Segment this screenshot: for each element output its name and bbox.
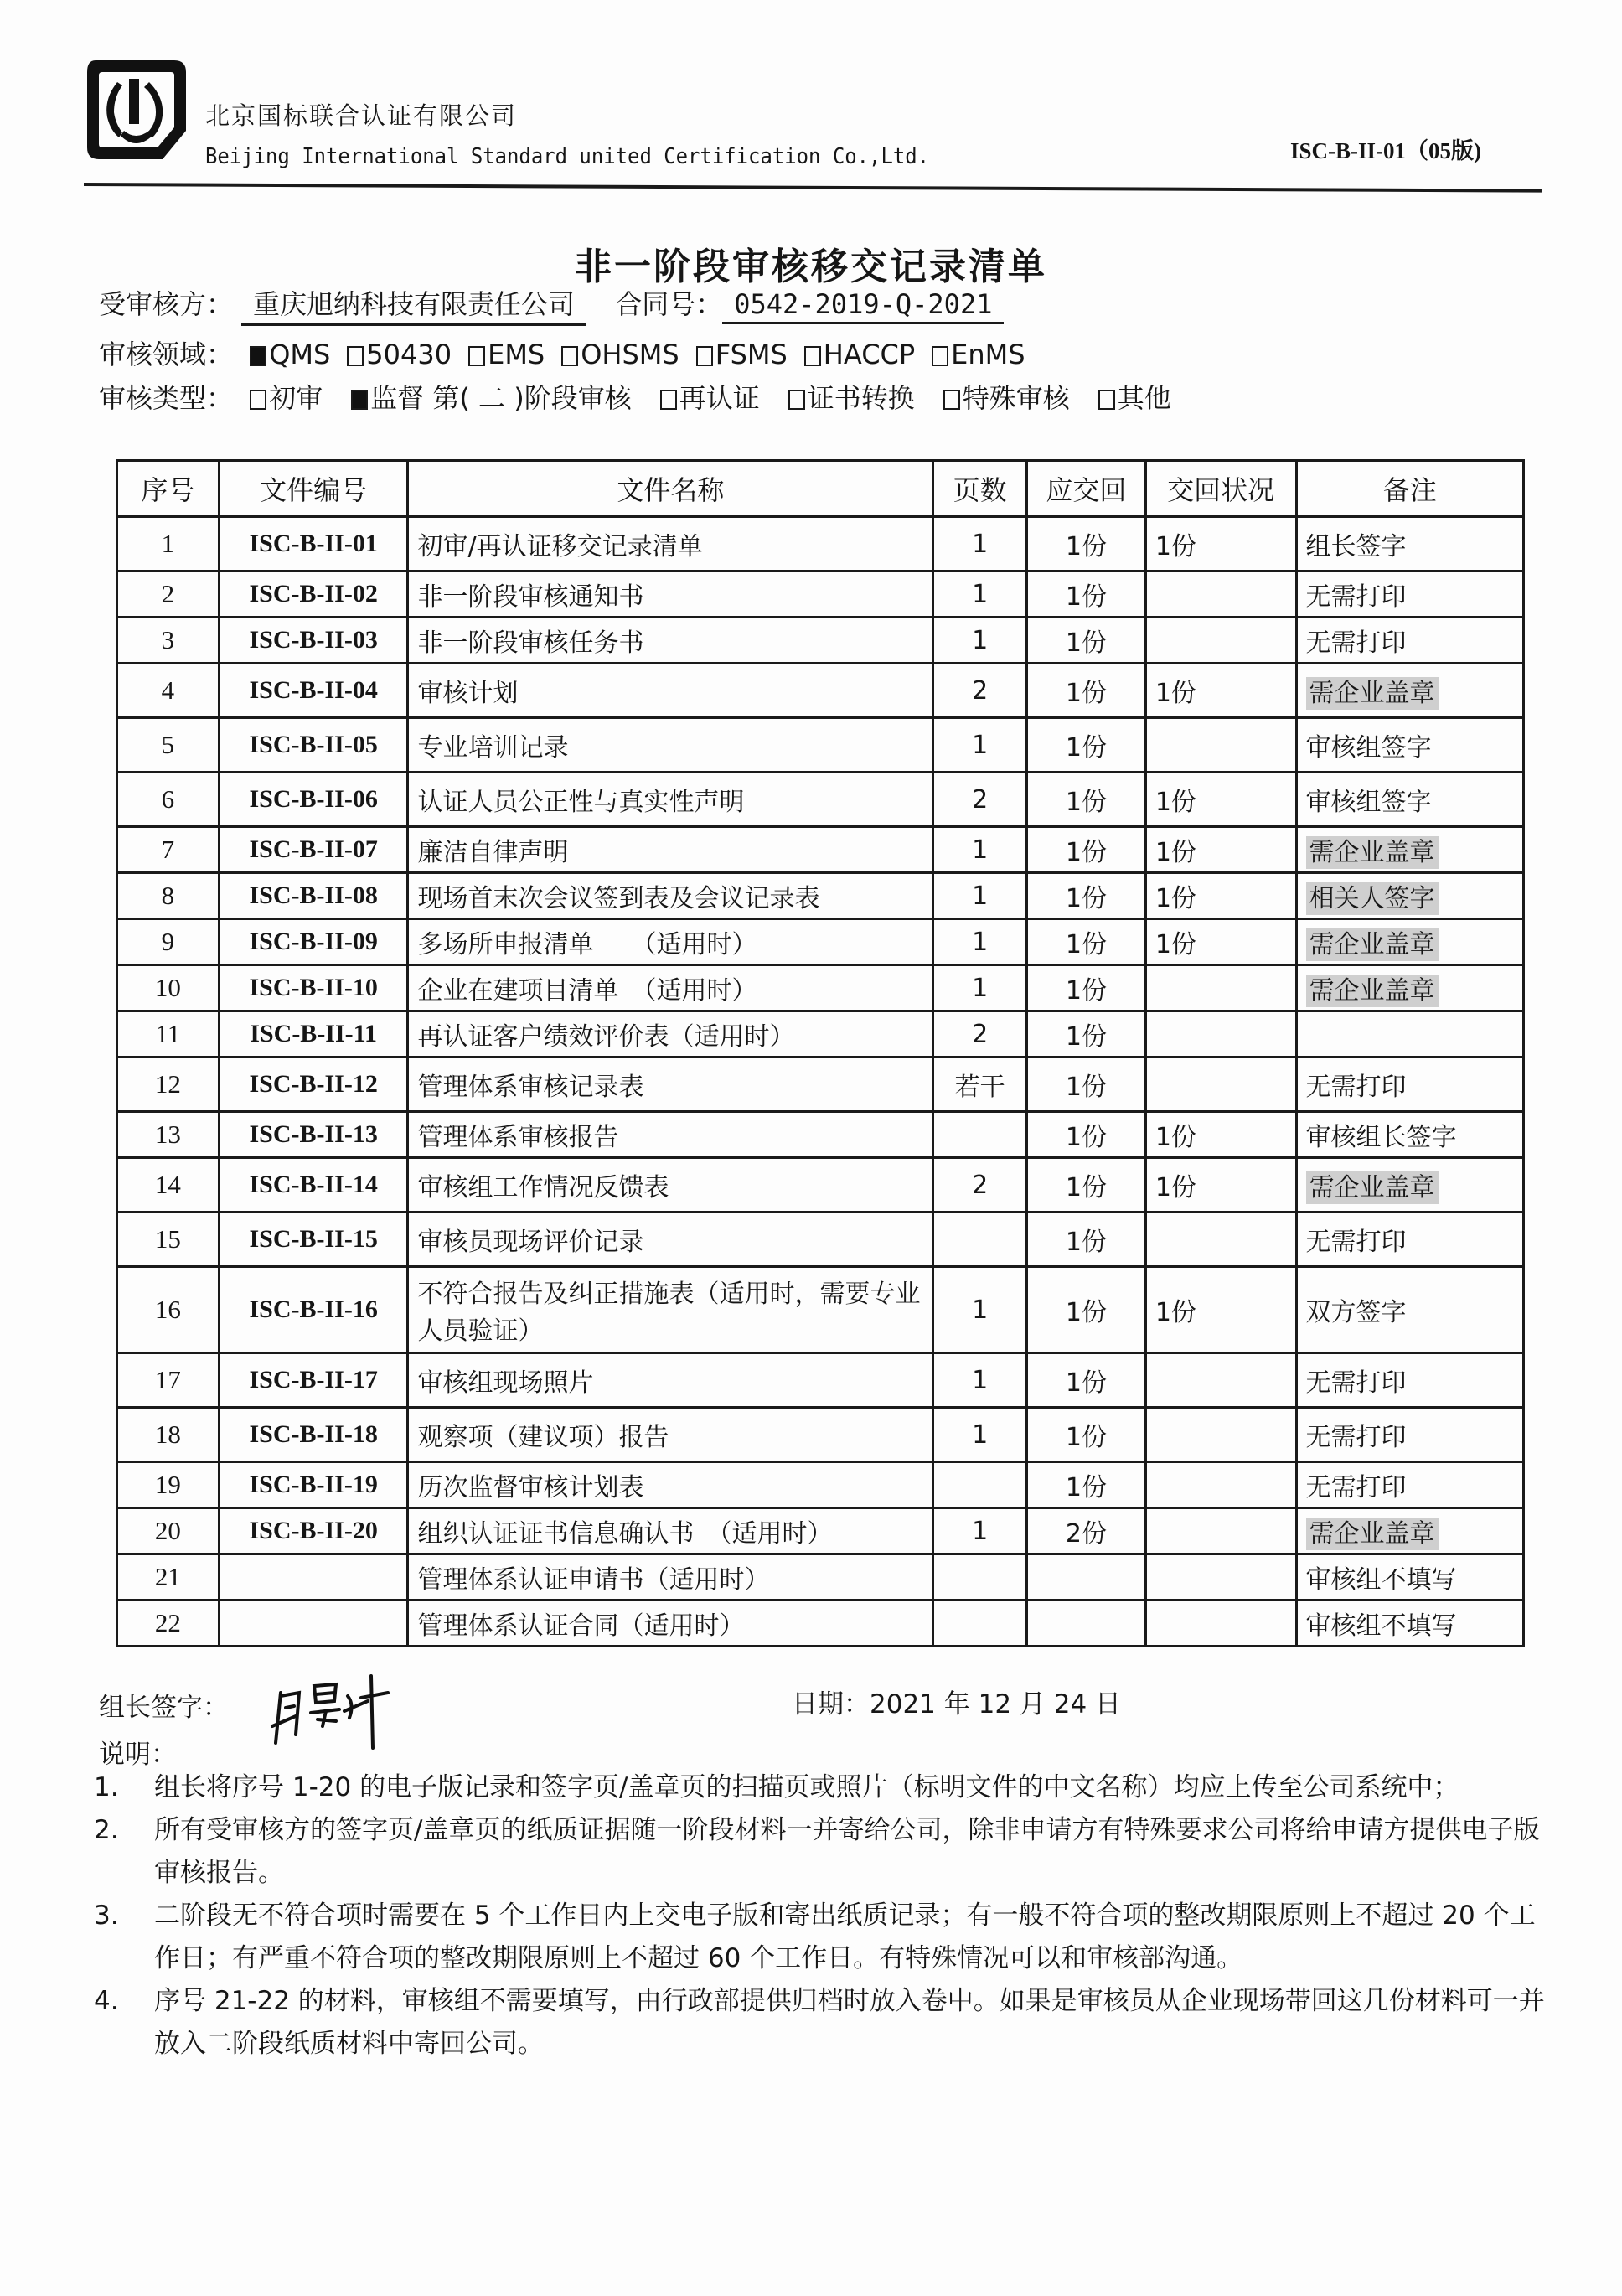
audit-type-option[interactable] [1098, 377, 1171, 416]
row-seq-number: 20 [117, 1508, 220, 1554]
highlighted-remark: 需企业盖章 [1306, 1518, 1439, 1550]
row-seq-number: 1 [117, 517, 220, 571]
row-seq-number: 6 [117, 773, 220, 827]
highlighted-remark: 相关人签字 [1306, 882, 1439, 915]
row-file-code: ISC-B-II-13 [219, 1112, 408, 1158]
row-pages: 1 [933, 1267, 1027, 1353]
company-name-cn: 北京国标联合认证有限公司 [205, 101, 518, 130]
note-number: 2. [94, 1815, 119, 1845]
row-seq-number: 3 [117, 618, 220, 664]
note-item [94, 1980, 1552, 2066]
row-seq-number: 8 [117, 873, 220, 919]
note-number: 1. [94, 1772, 119, 1802]
note-number: 3. [94, 1900, 119, 1931]
note-number: 4. [94, 1986, 119, 2016]
row-file-code: ISC-B-II-04 [219, 664, 408, 718]
row-due-copies [1027, 1600, 1146, 1647]
checkbox-checked-icon[interactable] [351, 390, 368, 410]
row-seq-number: 9 [117, 919, 220, 965]
row-due-copies: 1份 [1027, 827, 1146, 873]
table-row [117, 1112, 1524, 1158]
leader-signature-label: 组长签字： [99, 1693, 229, 1723]
auditee-line [99, 283, 1004, 326]
checkbox-unchecked-icon[interactable] [660, 390, 677, 410]
row-file-code: ISC-B-II-19 [219, 1462, 408, 1508]
row-file-name: 专业培训记录 [408, 718, 933, 773]
table-row [117, 1353, 1524, 1408]
row-file-code: ISC-B-II-15 [219, 1213, 408, 1267]
table-row [117, 618, 1524, 664]
row-returned-status [1145, 1462, 1296, 1508]
checkbox-unchecked-icon[interactable] [1098, 390, 1115, 410]
row-remark [1296, 965, 1524, 1011]
row-returned-status [1145, 1600, 1296, 1647]
row-returned-status [1145, 1508, 1296, 1554]
row-file-code: ISC-B-II-09 [219, 919, 408, 965]
row-returned-status [1145, 1353, 1296, 1408]
row-pages: 1 [933, 571, 1027, 618]
highlighted-remark: 需企业盖章 [1306, 928, 1439, 961]
row-pages: 2 [933, 1158, 1027, 1213]
row-seq-number: 17 [117, 1353, 220, 1408]
row-file-code: ISC-B-II-11 [219, 1011, 408, 1058]
row-pages [933, 1600, 1027, 1647]
date-field: 日期：2021 年 12 月 24 日 [792, 1689, 1122, 1719]
table-header-row [117, 461, 1524, 517]
row-pages [933, 1462, 1027, 1508]
row-file-code: ISC-B-II-14 [219, 1158, 408, 1213]
note-item [94, 1895, 1552, 1980]
contract-label: 合同号： [615, 288, 723, 320]
row-remark: 审核组不填写 [1296, 1554, 1524, 1600]
table-row [117, 1508, 1524, 1554]
row-file-name: 不符合报告及纠正措施表（适用时，需要专业人员验证） [408, 1267, 933, 1353]
row-due-copies [1027, 1554, 1146, 1600]
row-file-name: 组织认证证书信息确认书 （适用时） [408, 1508, 933, 1554]
note-item [94, 1809, 1552, 1895]
row-file-name: 管理体系审核报告 [408, 1112, 933, 1158]
row-due-copies: 1份 [1027, 873, 1146, 919]
row-pages: 2 [933, 664, 1027, 718]
table-row [117, 827, 1524, 873]
audit-domain-label: 审核领域： [99, 339, 234, 370]
row-due-copies: 1份 [1027, 1267, 1146, 1353]
table-row [117, 1462, 1524, 1508]
checkbox-checked-icon[interactable] [250, 346, 266, 366]
row-seq-number: 18 [117, 1408, 220, 1462]
row-remark [1296, 664, 1524, 718]
row-remark [1296, 1158, 1524, 1213]
row-due-copies: 1份 [1027, 1011, 1146, 1058]
row-file-code [219, 1600, 408, 1647]
row-seq-number: 11 [117, 1011, 220, 1058]
row-pages: 若干 [933, 1058, 1027, 1112]
table-row [117, 919, 1524, 965]
auditee-label: 受审核方： [99, 288, 234, 320]
row-remark: 组长签字 [1296, 517, 1524, 571]
row-due-copies: 1份 [1027, 965, 1146, 1011]
row-returned-status [1145, 1408, 1296, 1462]
audit-type-option[interactable] [788, 377, 915, 416]
contract-number-field[interactable]: 0542-2019-Q-2021 [722, 288, 1004, 324]
row-file-code: ISC-B-II-07 [219, 827, 408, 873]
checkbox-unchecked-icon[interactable] [468, 346, 485, 366]
row-file-name: 企业在建项目清单 （适用时） [408, 965, 933, 1011]
row-remark: 审核组签字 [1296, 718, 1524, 773]
checkbox-unchecked-icon[interactable] [804, 346, 821, 366]
audit-type-option-label: 监督 第( 二 )阶段审核 [370, 382, 632, 414]
audit-type-option-label: 特殊审核 [962, 382, 1070, 414]
row-pages: 1 [933, 827, 1027, 873]
row-file-code: ISC-B-II-05 [219, 718, 408, 773]
row-seq-number: 19 [117, 1462, 220, 1508]
checkbox-unchecked-icon[interactable] [250, 390, 266, 410]
row-remark [1296, 1508, 1524, 1554]
handwritten-signature-icon [256, 1668, 398, 1751]
row-returned-status [1145, 571, 1296, 618]
row-returned-status: 1份 [1145, 517, 1296, 571]
row-returned-status [1145, 618, 1296, 664]
header-due: 应交回 [1027, 461, 1146, 517]
audit-type-option-label: 其他 [1117, 382, 1171, 414]
row-seq-number: 15 [117, 1213, 220, 1267]
row-remark: 审核组签字 [1296, 773, 1524, 827]
form-code: ISC-B-II-01（05版) [1290, 138, 1482, 163]
row-due-copies: 1份 [1027, 773, 1146, 827]
row-file-code: ISC-B-II-02 [219, 571, 408, 618]
row-due-copies: 2份 [1027, 1508, 1146, 1554]
row-returned-status: 1份 [1145, 1158, 1296, 1213]
row-file-code: ISC-B-II-08 [219, 873, 408, 919]
row-file-name: 管理体系认证合同（适用时） [408, 1600, 933, 1647]
row-due-copies: 1份 [1027, 664, 1146, 718]
row-file-code: ISC-B-II-17 [219, 1353, 408, 1408]
row-file-name: 现场首末次会议签到表及会议记录表 [408, 873, 933, 919]
row-file-name: 审核计划 [408, 664, 933, 718]
table-row [117, 1408, 1524, 1462]
table-row [117, 773, 1524, 827]
row-seq-number: 13 [117, 1112, 220, 1158]
row-remark: 审核组长签字 [1296, 1112, 1524, 1158]
row-file-name: 廉洁自律声明 [408, 827, 933, 873]
row-file-name: 管理体系审核记录表 [408, 1058, 933, 1112]
row-returned-status: 1份 [1145, 827, 1296, 873]
row-returned-status [1145, 718, 1296, 773]
audit-type-option-label: 再认证 [679, 382, 760, 414]
header-pages: 页数 [933, 461, 1027, 517]
row-remark: 审核组不填写 [1296, 1600, 1524, 1647]
row-due-copies: 1份 [1027, 718, 1146, 773]
isc-logo-icon [84, 57, 189, 163]
row-returned-status [1145, 1554, 1296, 1600]
row-remark [1296, 827, 1524, 873]
highlighted-remark: 需企业盖章 [1306, 836, 1439, 869]
auditee-field[interactable]: 重庆旭纳科技有限责任公司 [241, 283, 586, 326]
header-file-code: 文件编号 [219, 461, 408, 517]
audit-type-option[interactable] [660, 377, 760, 416]
domain-option-ohsms[interactable] [561, 339, 679, 370]
row-remark: 无需打印 [1296, 1462, 1524, 1508]
checkbox-unchecked-icon[interactable] [561, 346, 578, 366]
row-returned-status: 1份 [1145, 873, 1296, 919]
domain-option-label: OHSMS [581, 339, 679, 370]
row-file-code: ISC-B-II-16 [219, 1267, 408, 1353]
table-row [117, 1058, 1524, 1112]
audit-type-option[interactable] [943, 377, 1070, 416]
row-due-copies: 1份 [1027, 1353, 1146, 1408]
row-pages: 1 [933, 873, 1027, 919]
notes-title: 说明： [99, 1740, 177, 1770]
row-seq-number: 2 [117, 571, 220, 618]
row-remark: 无需打印 [1296, 1353, 1524, 1408]
domain-option-50430[interactable] [347, 339, 452, 370]
row-returned-status [1145, 965, 1296, 1011]
page-title: 非一阶段审核移交记录清单 [575, 246, 1047, 288]
row-remark: 无需打印 [1296, 571, 1524, 618]
domain-option-label: FSMS [715, 339, 788, 370]
row-file-name: 初审/再认证移交记录清单 [408, 517, 933, 571]
row-returned-status: 1份 [1145, 1112, 1296, 1158]
domain-option-enms[interactable] [932, 339, 1025, 370]
row-pages: 2 [933, 1011, 1027, 1058]
table-row [117, 1011, 1524, 1058]
checkbox-unchecked-icon[interactable] [932, 346, 948, 366]
row-pages: 1 [933, 1353, 1027, 1408]
row-returned-status: 1份 [1145, 664, 1296, 718]
row-seq-number: 12 [117, 1058, 220, 1112]
row-remark: 无需打印 [1296, 1058, 1524, 1112]
row-returned-status: 1份 [1145, 1267, 1296, 1353]
row-seq-number: 7 [117, 827, 220, 873]
audit-domain-line [99, 334, 1042, 372]
table-row [117, 965, 1524, 1011]
row-seq-number: 22 [117, 1600, 220, 1647]
domain-option-label: EnMS [951, 339, 1025, 370]
row-due-copies: 1份 [1027, 1213, 1146, 1267]
row-returned-status [1145, 1213, 1296, 1267]
row-returned-status [1145, 1058, 1296, 1112]
row-file-code: ISC-B-II-18 [219, 1408, 408, 1462]
audit-type-line [99, 377, 1200, 416]
domain-option-qms[interactable] [250, 339, 330, 370]
row-seq-number: 16 [117, 1267, 220, 1353]
row-pages: 2 [933, 773, 1027, 827]
row-file-name: 观察项（建议项）报告 [408, 1408, 933, 1462]
row-due-copies: 1份 [1027, 618, 1146, 664]
row-file-code: ISC-B-II-12 [219, 1058, 408, 1112]
domain-option-label: EMS [488, 339, 545, 370]
row-pages: 1 [933, 965, 1027, 1011]
row-seq-number: 21 [117, 1554, 220, 1600]
note-text: 二阶段无不符合项时需要在 5 个工作日内上交电子版和寄出纸质记录；有一般不符合项的整改期限原则上不超过 20 个工作日；有严重不符合项的整改期限原则上不超过 60 个工作日。有特殊情况可以和审核部沟通。 [154, 1900, 1536, 1973]
row-pages [933, 1112, 1027, 1158]
row-pages [933, 1554, 1027, 1600]
row-seq-number: 10 [117, 965, 220, 1011]
table-row [117, 517, 1524, 571]
row-file-name: 审核组现场照片 [408, 1353, 933, 1408]
row-file-code: ISC-B-II-10 [219, 965, 408, 1011]
note-text: 序号 21-22 的材料，审核组不需要填写，由行政部提供归档时放入卷中。如果是审核员从企业现场带回这几份材料可一并放入二阶段纸质材料中寄回公司。 [154, 1986, 1545, 2059]
row-file-name: 历次监督审核计划表 [408, 1462, 933, 1508]
row-file-name: 非一阶段审核任务书 [408, 618, 933, 664]
table-row [117, 1600, 1524, 1647]
table-row [117, 1554, 1524, 1600]
row-returned-status: 1份 [1145, 773, 1296, 827]
row-file-name: 多场所申报清单 （适用时） [408, 919, 933, 965]
row-due-copies: 1份 [1027, 571, 1146, 618]
row-file-code: ISC-B-II-20 [219, 1508, 408, 1554]
row-file-code [219, 1554, 408, 1600]
audit-type-option[interactable] [250, 377, 323, 416]
row-file-name: 再认证客户绩效评价表（适用时） [408, 1011, 933, 1058]
domain-option-haccp[interactable] [804, 339, 915, 370]
row-due-copies: 1份 [1027, 517, 1146, 571]
highlighted-remark: 需企业盖章 [1306, 1171, 1439, 1204]
row-file-name: 审核员现场评价记录 [408, 1213, 933, 1267]
highlighted-remark: 需企业盖章 [1306, 975, 1439, 1007]
row-pages: 1 [933, 919, 1027, 965]
domain-option-label: HACCP [823, 339, 916, 370]
row-remark: 无需打印 [1296, 1408, 1524, 1462]
row-remark [1296, 1011, 1524, 1058]
table-row [117, 873, 1524, 919]
row-pages: 1 [933, 718, 1027, 773]
row-pages: 1 [933, 1408, 1027, 1462]
row-due-copies: 1份 [1027, 1462, 1146, 1508]
row-file-code: ISC-B-II-01 [219, 517, 408, 571]
checkbox-unchecked-icon[interactable] [696, 346, 713, 366]
row-file-code: ISC-B-II-03 [219, 618, 408, 664]
checkbox-unchecked-icon[interactable] [788, 390, 805, 410]
header-divider [84, 183, 1542, 193]
table-row [117, 1158, 1524, 1213]
checkbox-unchecked-icon[interactable] [943, 390, 960, 410]
row-due-copies: 1份 [1027, 919, 1146, 965]
table-row [117, 571, 1524, 618]
domain-option-fsms[interactable] [696, 339, 788, 370]
domain-option-ems[interactable] [468, 339, 545, 370]
header-file-name: 文件名称 [408, 461, 933, 517]
row-remark: 双方签字 [1296, 1267, 1524, 1353]
row-file-name: 审核组工作情况反馈表 [408, 1158, 933, 1213]
row-returned-status: 1份 [1145, 919, 1296, 965]
row-returned-status [1145, 1011, 1296, 1058]
highlighted-remark: 需企业盖章 [1306, 677, 1439, 710]
row-seq-number: 5 [117, 718, 220, 773]
row-seq-number: 4 [117, 664, 220, 718]
checkbox-unchecked-icon[interactable] [347, 346, 364, 366]
company-name-en: Beijing International Standard united Certification Co.,Ltd. [205, 144, 930, 169]
row-seq-number: 14 [117, 1158, 220, 1213]
row-due-copies: 1份 [1027, 1112, 1146, 1158]
row-due-copies: 1份 [1027, 1058, 1146, 1112]
table-row [117, 718, 1524, 773]
handover-table [116, 459, 1525, 1647]
header-remark: 备注 [1296, 461, 1524, 517]
table-row [117, 664, 1524, 718]
table-row [117, 1267, 1524, 1353]
note-text: 组长将序号 1-20 的电子版记录和签字页/盖章页的扫描页或照片（标明文件的中文名称）均应上传至公司系统中； [154, 1772, 1459, 1802]
row-file-name: 管理体系认证申请书（适用时） [408, 1554, 933, 1600]
domain-option-label: 50430 [366, 339, 452, 370]
header-returned: 交回状况 [1145, 461, 1296, 517]
row-due-copies: 1份 [1027, 1408, 1146, 1462]
audit-type-option-label: 初审 [269, 382, 323, 414]
row-pages: 1 [933, 517, 1027, 571]
row-pages: 1 [933, 618, 1027, 664]
row-remark: 无需打印 [1296, 618, 1524, 664]
row-due-copies: 1份 [1027, 1158, 1146, 1213]
row-remark: 无需打印 [1296, 1213, 1524, 1267]
audit-type-option[interactable] [351, 377, 632, 416]
row-pages: 1 [933, 1508, 1027, 1554]
notes-list [94, 1766, 1552, 2066]
row-remark [1296, 873, 1524, 919]
row-file-name: 非一阶段审核通知书 [408, 571, 933, 618]
note-text: 所有受审核方的签字页/盖章页的纸质证据随一阶段材料一并寄给公司，除非申请方有特殊要求公司将给申请方提供电子版审核报告。 [154, 1815, 1540, 1888]
row-file-name: 认证人员公正性与真实性声明 [408, 773, 933, 827]
audit-type-option-label: 证书转换 [807, 382, 915, 414]
header-seq: 序号 [117, 461, 220, 517]
row-file-code: ISC-B-II-06 [219, 773, 408, 827]
table-row [117, 1213, 1524, 1267]
audit-type-label: 审核类型： [99, 382, 234, 414]
row-remark [1296, 919, 1524, 965]
note-item [94, 1766, 1552, 1809]
domain-option-label: QMS [269, 339, 331, 370]
row-pages [933, 1213, 1027, 1267]
